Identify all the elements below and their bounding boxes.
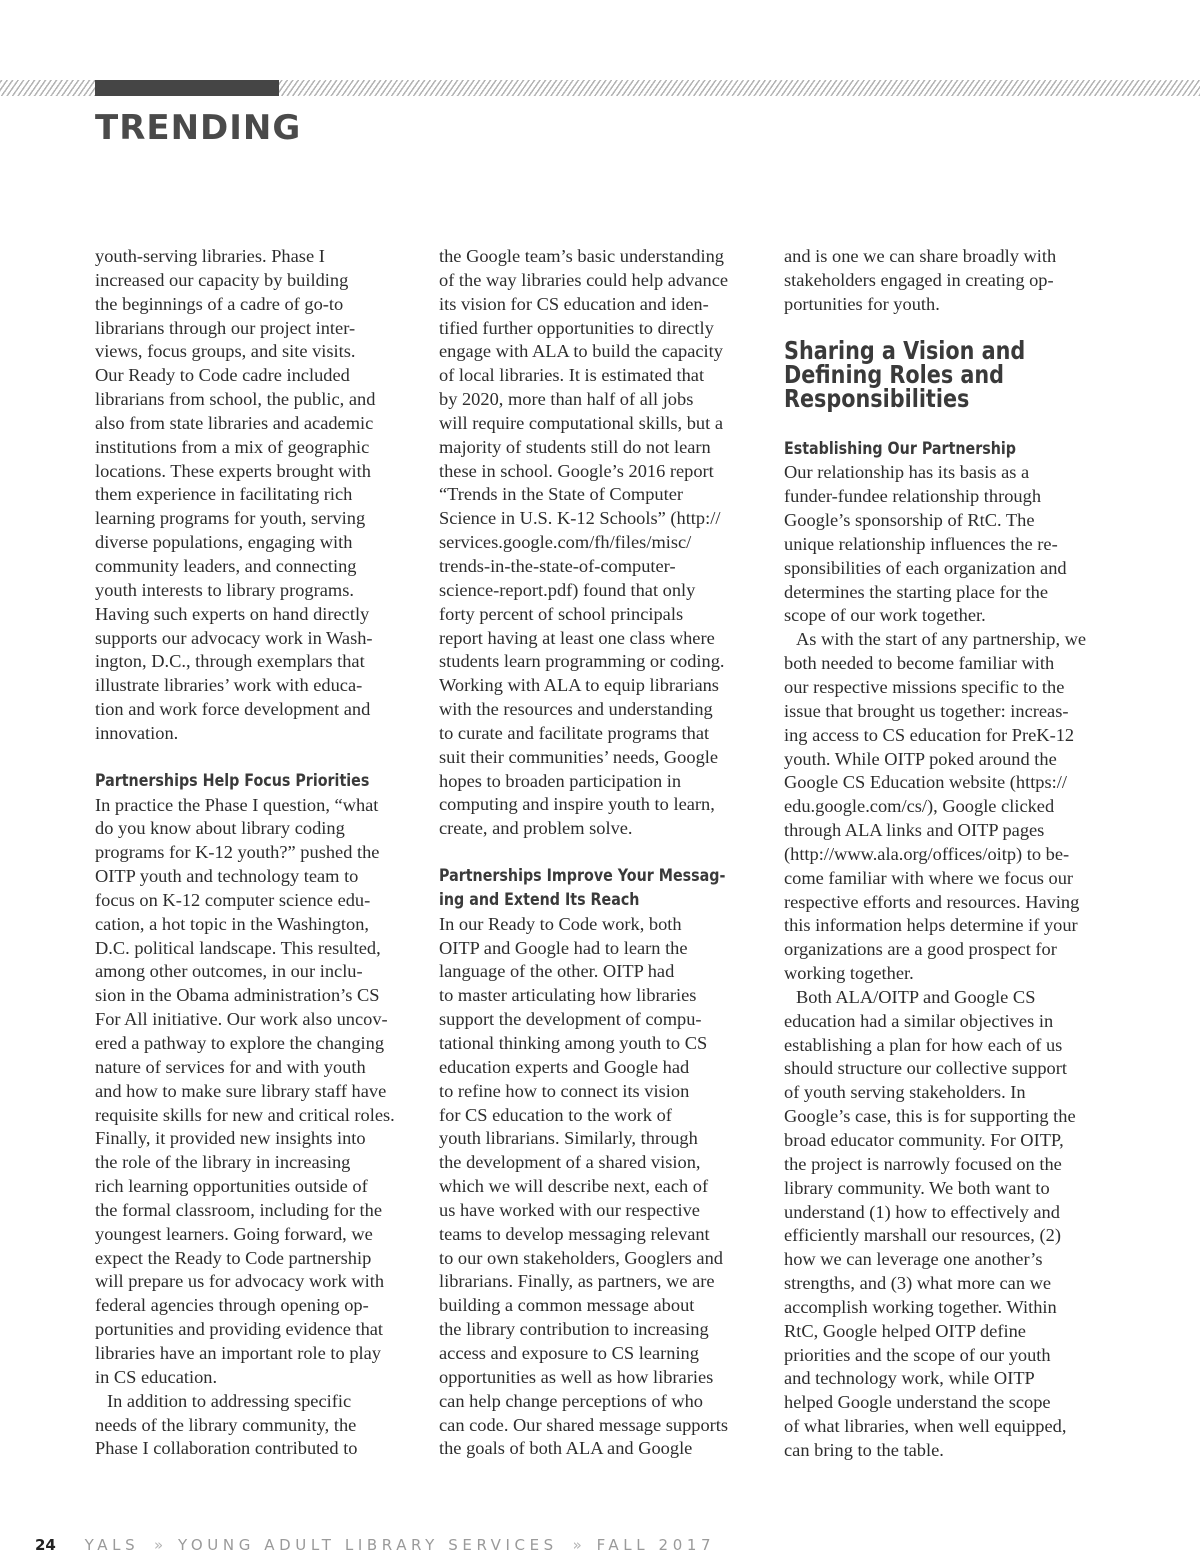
col1-paragraph-1: youth-serving libraries. Phase I increased our capacity by building the beginnings of a cadre of go-to librarians through our project inter- views, focus groups, and site visits. Our Ready to Code cadre included librarians from school, the public, and also from state libraries and academic institutions from a mix of geographic locations. These experts brought with them experience in facilitating rich learning programs for youth, serving diverse populations, engaging with community leaders, and connecting youth interests to library programs. Having such experts on hand directly supports our advocacy work in Wash- ington, D.C., through exemplars that illustrate libraries’ work with educa- tion and work force development and innovation. [95,246,376,743]
footer-issue: FALL 2017 [596,1536,716,1554]
article-column-1 [95,245,417,1461]
footer-publication: YALS [84,1536,140,1554]
col3-subheading: Establishing Our Partnership [784,438,1016,459]
col3-section-heading: Sharing a Vision and Defining Roles and Responsibilities [784,335,1026,413]
section-title: TRENDING [95,108,302,148]
article-column-3 [784,245,1104,1463]
page-number: 24 [35,1536,56,1554]
col1-paragraph-3: In addition to addressing specific needs of the library community, the Phase I collaboration contributed to [95,1390,358,1459]
col1-paragraph-2: In practice the Phase I question, “what do you know about library coding programs for K-12 youth?” pushed the OITP youth and technology team to focus on K-12 computer science edu- cation, a hot topic in the Washington, D.C. political landscape. This resulted, among other outcomes, in our inclu- sion in the Obama administration’s CS For All initiative. Our work also uncov- ered a pathway to explore the changing nature of services for and with youth and how to make sure library staff have requisite skills for new and critical roles. Finally, it provided new insights into the role of the library in increasing rich learning opportunities outside of the formal classroom, including for the youngest learners. Going forward, we expect the Ready to Code partnership will prepare us for advocacy work with federal agencies through opening op- portunities and providing evidence that libraries have an important role to play in CS education. [95,794,395,1387]
col1-subheading: Partnerships Help Focus Priorities [95,770,370,791]
header-accent-block [95,80,279,96]
footer-separator-1: » [153,1536,164,1554]
footer-journal-name: YOUNG ADULT LIBRARY SERVICES [177,1536,558,1554]
col2-subheading: Partnerships Improve Your Messag- ing and Extend Its Reach [439,866,726,910]
page-footer [35,1535,715,1555]
col2-paragraph-2: In our Ready to Code work, both OITP and Google had to learn the language of the other. OITP had to master articulating how libraries support the development of compu- tational thinking among youth to CS education experts and Google had to refine how to connect its vision for CS education to the work of youth librarians. Similarly, through the development of a shared vision, which we will describe next, each of us have worked with our respective teams to develop messaging relevant to our own stakeholders, Googlers and librarians. Finally, as partners, we are building a common message about the library contribution to increasing access and exposure to CS learning opportunities as well as how libraries can help change perceptions of who can code. Our shared message supports the goals of both ALA and Google [439,913,729,1459]
footer-separator-2: » [572,1536,582,1554]
col2-paragraph-1: the Google team’s basic understanding of the way libraries could help advance its vision for CS education and iden- tified further opportunities to directly engage with ALA to build the capacity of local libraries. It is estimated that by 2020, more than half of all jobs will require computational skills, but a majority of students still do not learn these in school. Google’s 2016 report “Trends in the State of Computer Science in U.S. K-12 Schools” (http:// services.google.com/fh/files/misc/ trends-in-the-state-of-computer- science-report.pdf) found that only forty percent of school principals report having at least one class where students learn programming or coding. Working with ALA to equip librarians with the resources and understanding to curate and facilitate programs that suit their communities’ needs, Google hopes to broaden participation in computing and inspire youth to learn, create, and problem solve. [439,246,729,839]
col3-paragraph-2: Our relationship has its basis as a funder-fundee relationship through Google’s sponsorship of RtC. The unique relationship influences the re- sponsibilities of each organization and determines the starting place for the scope of our work together. [784,462,1067,626]
article-column-2 [439,245,761,1461]
col3-paragraph-3: As with the start of any partnership, we both needed to become familiar with our respective missions specific to the issue that brought us together: increas- ing access to CS education for PreK-12 youth. While OITP poked around the Google CS Education website (https:// edu.google.com/cs/), Google clicked through ALA links and OITP pages (http://www.ala.org/offices/oitp) to be- come familiar with where we focus our respective efforts and resources. Having this information helps determine if your organizations are a good prospect for working together. [784,629,1087,984]
col3-paragraph-4: Both ALA/OITP and Google CS education had a similar objectives in establishing a plan for how each of us should structure our collective support of youth serving stakeholders. In Google’s case, this is for supporting the broad educator community. For OITP, the project is narrowly focused on the library community. We both want to understand (1) how to effectively and efficiently marshall our resources, (2) how we can leverage one another’s strengths, and (3) what more can we accomplish working together. Within RtC, Google helped OITP define priorities and the scope of our youth and technology work, while OITP helped Google understand the scope of what libraries, when well equipped, can bring to the table. [784,986,1076,1460]
col3-paragraph-1: and is one we can share broadly with stakeholders engaged in creating op- portunities for youth. [784,246,1057,314]
